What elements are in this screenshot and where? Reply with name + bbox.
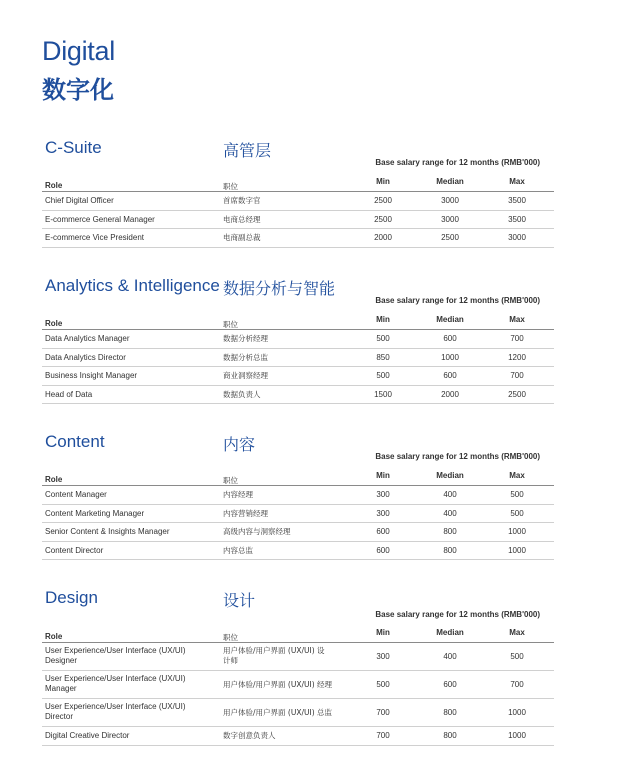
table-body — [42, 191, 554, 248]
cell-max: 700 — [510, 371, 524, 380]
section-content — [42, 432, 554, 555]
table-header — [42, 471, 554, 485]
salary-range-note: Base salary range for 12 months (RMB'000) — [375, 296, 540, 305]
table-body — [42, 485, 554, 560]
cell-max: 3500 — [508, 214, 526, 224]
col-role-zh: 职位 — [223, 320, 238, 329]
cell-max: 700 — [510, 334, 524, 343]
cell-max: 1000 — [508, 731, 526, 740]
section-title-zh: 设计 — [223, 591, 256, 610]
section-title-en: C-Suite — [45, 138, 102, 157]
cell-role-zh: 用户体验/用户界面 (UX/UI) 总监 — [223, 708, 333, 717]
section-c-suite — [42, 138, 554, 242]
table-header — [42, 177, 554, 191]
table-header — [42, 315, 554, 329]
cell-role: User Experience/User Interface (UX/UI) Designer — [45, 646, 186, 665]
cell-median: 600 — [443, 334, 457, 343]
cell-min: 2500 — [374, 214, 392, 224]
col-min: Min — [376, 177, 390, 186]
cell-role-zh: 内容经理 — [223, 490, 253, 499]
table-row — [42, 486, 554, 505]
cell-min: 1500 — [374, 389, 392, 399]
cell-role: User Experience/User Interface (UX/UI) Manager — [45, 674, 186, 693]
cell-median: 800 — [443, 545, 457, 555]
table-row — [42, 330, 554, 349]
cell-min: 300 — [376, 508, 390, 518]
section-title-en: Design — [45, 588, 98, 607]
col-role: Role — [45, 319, 63, 328]
cell-min: 600 — [376, 545, 390, 555]
cell-role: Content Manager — [45, 490, 107, 499]
cell-median: 3000 — [441, 214, 459, 224]
col-min: Min — [376, 315, 390, 324]
section-title-zh: 数据分析与智能 — [223, 279, 336, 298]
table-row — [42, 229, 554, 248]
cell-role-zh: 数据分析总监 — [223, 352, 268, 362]
cell-max: 1000 — [508, 545, 526, 555]
salary-range-note: Base salary range for 12 months (RMB'000) — [375, 158, 540, 167]
table-row — [42, 211, 554, 230]
col-median: Median — [436, 628, 464, 637]
col-median: Median — [436, 471, 464, 480]
cell-role-zh: 高级内容与洞察经理 — [223, 527, 291, 536]
col-role: Role — [45, 475, 63, 484]
cell-min: 300 — [376, 652, 390, 661]
section-title-en: Analytics & Intelligence — [45, 276, 220, 295]
cell-median: 800 — [443, 708, 457, 717]
col-median: Median — [436, 177, 464, 186]
col-role-zh: 职位 — [223, 633, 238, 642]
table-row — [42, 542, 554, 561]
cell-role-zh: 内容营销经理 — [223, 508, 268, 518]
cell-max: 1000 — [508, 708, 526, 717]
cell-max: 500 — [510, 508, 524, 518]
cell-median: 600 — [443, 680, 457, 689]
cell-max: 1000 — [508, 527, 526, 536]
cell-role-zh: 数据负责人 — [223, 389, 261, 399]
cell-role-zh: 用户体验/用户界面 (UX/UI) 经理 — [223, 680, 333, 689]
cell-median: 3000 — [441, 196, 459, 205]
cell-role: Digital Creative Director — [45, 731, 130, 740]
page-title-zh: 数字化 — [42, 76, 114, 104]
cell-min: 2000 — [374, 233, 392, 242]
cell-max: 1200 — [508, 352, 526, 362]
cell-max: 500 — [510, 490, 524, 499]
section-header — [42, 588, 554, 612]
cell-role-zh: 内容总监 — [223, 545, 253, 555]
section-analytics-intelligence — [42, 276, 554, 399]
cell-role-zh: 首席数字官 — [223, 196, 261, 205]
cell-role: User Experience/User Interface (UX/UI) Director — [45, 702, 186, 721]
cell-median: 2000 — [441, 389, 459, 399]
col-max: Max — [509, 177, 525, 186]
table-row — [42, 671, 554, 699]
cell-role: Data Analytics Manager — [45, 334, 130, 343]
col-role-zh: 职位 — [223, 182, 238, 191]
col-max: Max — [509, 628, 525, 637]
salary-range-note: Base salary range for 12 months (RMB'000) — [375, 610, 540, 619]
cell-min: 500 — [376, 334, 390, 343]
cell-median: 400 — [443, 490, 457, 499]
cell-role-zh: 电商总经理 — [223, 214, 261, 224]
cell-median: 400 — [443, 508, 457, 518]
table-row — [42, 367, 554, 386]
table-header — [42, 628, 554, 642]
cell-median: 400 — [443, 652, 457, 661]
cell-max: 700 — [510, 680, 524, 689]
cell-role: E-commerce General Manager — [45, 214, 155, 224]
cell-min: 600 — [376, 527, 390, 536]
table-row — [42, 523, 554, 542]
cell-role: E-commerce Vice President — [45, 233, 144, 242]
cell-role-zh: 用户体验/用户界面 (UX/UI) 设计师 — [223, 646, 325, 665]
section-title-zh: 高管层 — [223, 141, 272, 160]
section-title-zh: 内容 — [223, 435, 256, 454]
col-max: Max — [509, 315, 525, 324]
table-row — [42, 699, 554, 727]
cell-max: 500 — [510, 652, 524, 661]
col-min: Min — [376, 628, 390, 637]
cell-median: 800 — [443, 527, 457, 536]
cell-median: 2500 — [441, 233, 459, 242]
col-median: Median — [436, 315, 464, 324]
col-role: Role — [45, 181, 63, 190]
cell-role: Content Director — [45, 545, 104, 555]
table-row — [42, 192, 554, 211]
cell-min: 700 — [376, 731, 390, 740]
cell-min: 2500 — [374, 196, 392, 205]
col-role-zh: 职位 — [223, 476, 238, 485]
table-row — [42, 643, 554, 671]
cell-role: Content Marketing Manager — [45, 508, 145, 518]
cell-role: Senior Content & Insights Manager — [45, 527, 170, 536]
cell-role-zh: 数据分析经理 — [223, 334, 268, 343]
table-body — [42, 642, 554, 746]
cell-min: 300 — [376, 490, 390, 499]
col-min: Min — [376, 471, 390, 480]
cell-min: 500 — [376, 371, 390, 380]
cell-median: 800 — [443, 731, 457, 740]
page-title-en: Digital — [42, 36, 115, 66]
cell-role-zh: 数字创意负责人 — [223, 731, 276, 740]
table-row — [42, 505, 554, 524]
col-role: Role — [45, 632, 63, 641]
cell-role: Chief Digital Officer — [45, 196, 114, 205]
table-row — [42, 386, 554, 405]
salary-range-note: Base salary range for 12 months (RMB'000) — [375, 452, 540, 461]
cell-role: Business Insight Manager — [45, 371, 138, 380]
table-row — [42, 349, 554, 368]
section-title-en: Content — [45, 432, 105, 451]
cell-role-zh: 电商副总裁 — [223, 233, 261, 242]
table-row — [42, 727, 554, 746]
cell-role: Head of Data — [45, 389, 93, 399]
cell-role: Data Analytics Director — [45, 352, 126, 362]
table-body — [42, 329, 554, 404]
section-design — [42, 588, 554, 740]
cell-min: 850 — [376, 352, 390, 362]
cell-max: 3000 — [508, 233, 526, 242]
cell-max: 3500 — [508, 196, 526, 205]
cell-median: 1000 — [441, 352, 459, 362]
cell-min: 500 — [376, 680, 390, 689]
cell-role-zh: 商业洞察经理 — [223, 371, 268, 380]
cell-median: 600 — [443, 371, 457, 380]
cell-max: 2500 — [508, 389, 526, 399]
col-max: Max — [509, 471, 525, 480]
cell-min: 700 — [376, 708, 390, 717]
